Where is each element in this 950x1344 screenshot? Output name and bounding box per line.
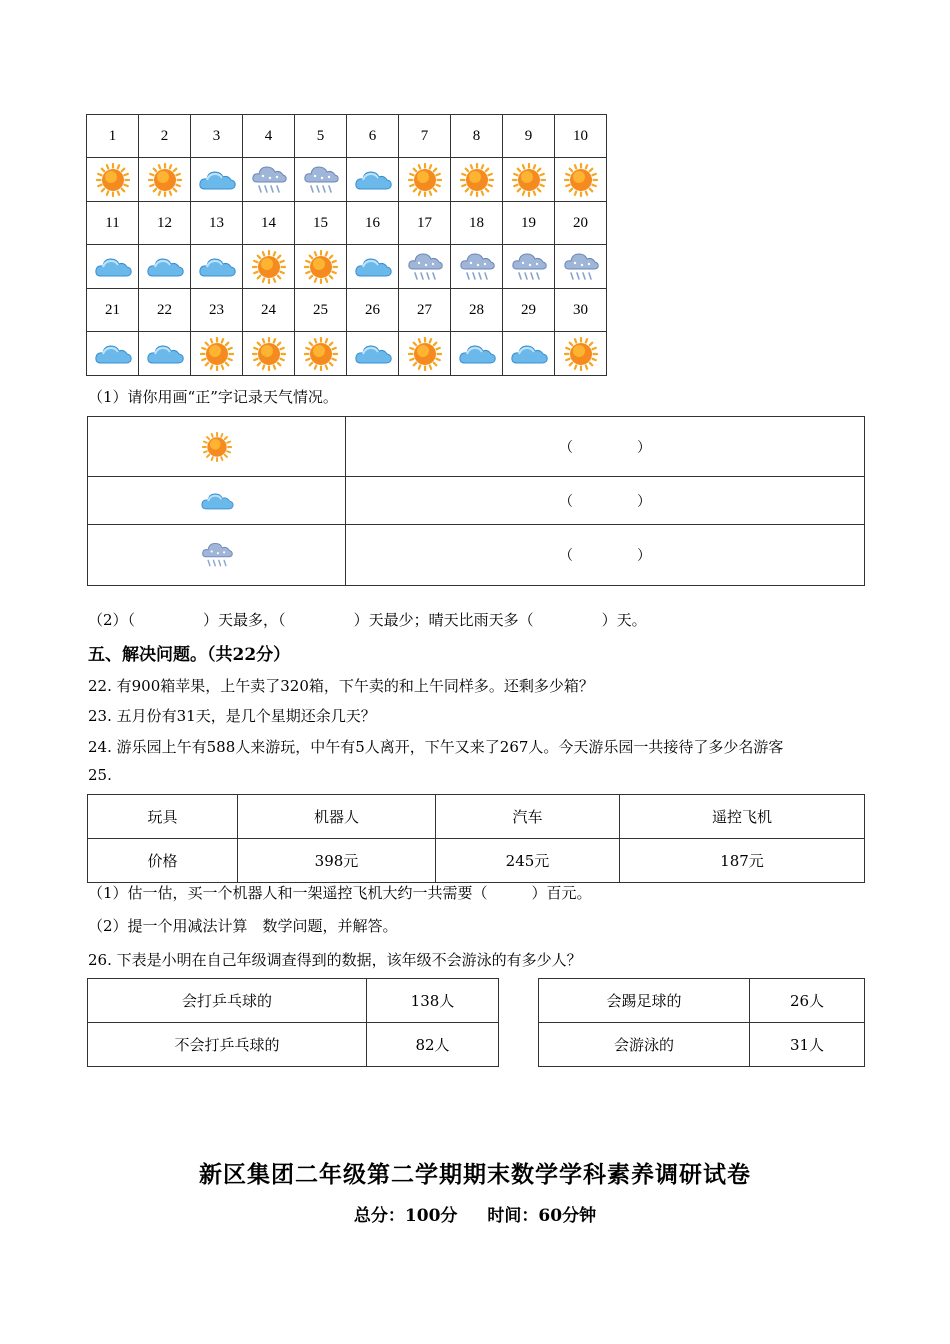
calendar-weather-cell: [399, 245, 451, 289]
calendar-weather-cell: [295, 158, 347, 202]
calendar-day-number: 15: [295, 202, 347, 245]
cloud-icon: [457, 337, 497, 371]
sun-icon: [460, 163, 494, 197]
calendar-weather-row: [87, 245, 607, 289]
toy-price-cell: 245元: [436, 839, 620, 883]
calendar-weather-cell: [87, 245, 139, 289]
calendar-weather-cell: [87, 332, 139, 376]
calendar-day-number: 6: [347, 115, 399, 158]
calendar-weather-cell: [243, 158, 295, 202]
survey-label: 会踢足球的: [539, 979, 750, 1023]
calendar-weather-cell: [451, 332, 503, 376]
calendar-day-number: 1: [87, 115, 139, 158]
problem-26: 26. 下表是小明在自己年级调查得到的数据，该年级不会游泳的有多少人？: [88, 951, 582, 969]
calendar-day-row: [87, 115, 607, 158]
cloud-icon: [197, 163, 237, 197]
calendar-day-number: 14: [243, 202, 295, 245]
q25-part1: （1）估一估，买一个机器人和一架遥控飞机大约一共需要（ ）百元。: [88, 884, 592, 902]
calendar-weather-cell: [243, 245, 295, 289]
tally-weather-cell: [88, 525, 346, 586]
calendar-day-number: 22: [139, 289, 191, 332]
calendar-weather-cell: [451, 245, 503, 289]
sun-icon: [96, 163, 130, 197]
calendar-weather-cell: [347, 245, 399, 289]
q2-text: （2）（ ）天最多，（ ）天最少；晴天比雨天多（ ）天。: [88, 611, 647, 629]
calendar-weather-cell: [139, 245, 191, 289]
calendar-day-number: 2: [139, 115, 191, 158]
table-row: [88, 839, 865, 883]
problem-25: 25.: [88, 766, 112, 784]
calendar-weather-cell: [139, 158, 191, 202]
table-row: [88, 979, 499, 1023]
tally-answer-cell: （ ）: [346, 525, 865, 586]
toy-price-cell: 398元: [238, 839, 436, 883]
exam-time: 时间：60分钟: [487, 1206, 597, 1226]
calendar-weather-cell: [503, 245, 555, 289]
table-row: [539, 1023, 865, 1067]
calendar-day-number: 25: [295, 289, 347, 332]
sun-icon: [564, 163, 598, 197]
calendar-day-number: 27: [399, 289, 451, 332]
calendar-weather-cell: [555, 332, 607, 376]
toy-header-cell: 机器人: [238, 795, 436, 839]
calendar-day-number: 19: [503, 202, 555, 245]
calendar-weather-cell: [243, 332, 295, 376]
survey-value: 82人: [367, 1023, 499, 1067]
q25-part2: （2）提一个用减法计算 数学问题，并解答。: [88, 917, 398, 935]
rain-icon: [458, 249, 496, 285]
calendar-weather-cell: [555, 158, 607, 202]
calendar-day-number: 17: [399, 202, 451, 245]
calendar-day-row: [87, 289, 607, 332]
problem-22: 22. 有900箱苹果，上午卖了320箱，下午卖的和上午同样多。还剩多少箱？: [88, 677, 594, 695]
survey-value: 31人: [750, 1023, 865, 1067]
sun-icon: [512, 163, 546, 197]
rain-icon: [510, 249, 548, 285]
cloud-icon: [353, 337, 393, 371]
cloud-icon: [145, 337, 185, 371]
tally-answer-cell: （ ）: [346, 417, 865, 477]
tally-table: [87, 416, 865, 586]
cloud-icon: [199, 486, 235, 516]
toy-header-cell: 汽车: [436, 795, 620, 839]
cloud-icon: [353, 250, 393, 284]
calendar-weather-cell: [191, 158, 243, 202]
survey-table-right: [538, 978, 865, 1067]
toy-price-cell: 187元: [620, 839, 865, 883]
exam-title: 新区集团二年级第二学期期末数学学科素养调研试卷: [199, 1161, 751, 1188]
calendar-day-number: 16: [347, 202, 399, 245]
cloud-icon: [353, 163, 393, 197]
calendar-weather-cell: [191, 245, 243, 289]
calendar-day-number: 12: [139, 202, 191, 245]
calendar-day-number: 18: [451, 202, 503, 245]
toy-header-cell: 遥控飞机: [620, 795, 865, 839]
toy-header-cell: 玩具: [88, 795, 238, 839]
calendar-day-number: 29: [503, 289, 555, 332]
calendar-weather-row: [87, 158, 607, 202]
cloud-icon: [93, 250, 133, 284]
calendar-day-number: 4: [243, 115, 295, 158]
calendar-weather-cell: [399, 158, 451, 202]
table-row: [88, 1023, 499, 1067]
rain-icon: [200, 539, 234, 571]
survey-value: 26人: [750, 979, 865, 1023]
problem-24: 24. 游乐园上午有588人来游玩，中午有5人离开，下午又来了267人。今天游乐园一共接待了多少名游客: [88, 738, 784, 756]
calendar-day-row: [87, 202, 607, 245]
calendar-day-number: 26: [347, 289, 399, 332]
section-title: 五、解决问题。（共22分）: [88, 645, 291, 665]
calendar-day-number: 10: [555, 115, 607, 158]
calendar-weather-cell: [295, 332, 347, 376]
sun-icon: [564, 337, 598, 371]
total-score: 总分：100分: [353, 1206, 458, 1226]
calendar-day-number: 7: [399, 115, 451, 158]
survey-label: 会打乒乓球的: [88, 979, 367, 1023]
calendar-weather-cell: [87, 158, 139, 202]
calendar-day-number: 21: [87, 289, 139, 332]
toy-price-table: [87, 794, 865, 883]
calendar-weather-cell: [399, 332, 451, 376]
calendar-weather-cell: [503, 158, 555, 202]
tally-weather-cell: [88, 417, 346, 477]
tally-row: [88, 417, 865, 477]
sun-icon: [408, 163, 442, 197]
survey-label: 会游泳的: [539, 1023, 750, 1067]
calendar-day-number: 30: [555, 289, 607, 332]
toy-price-cell: 价格: [88, 839, 238, 883]
sun-icon: [304, 250, 338, 284]
calendar-weather-cell: [191, 332, 243, 376]
survey-value: 138人: [367, 979, 499, 1023]
sun-icon: [252, 337, 286, 371]
sun-icon: [202, 432, 232, 462]
calendar-day-number: 8: [451, 115, 503, 158]
calendar-day-number: 28: [451, 289, 503, 332]
rain-icon: [302, 162, 340, 198]
calendar-weather-cell: [503, 332, 555, 376]
calendar-day-number: 9: [503, 115, 555, 158]
calendar-weather-cell: [347, 332, 399, 376]
calendar-weather-cell: [347, 158, 399, 202]
calendar-day-number: 20: [555, 202, 607, 245]
cloud-icon: [145, 250, 185, 284]
q1-instruction: （1）请你用画“正”字记录天气情况。: [88, 388, 338, 406]
calendar-day-number: 23: [191, 289, 243, 332]
cloud-icon: [197, 250, 237, 284]
sun-icon: [252, 250, 286, 284]
tally-row: [88, 525, 865, 586]
table-row: [539, 979, 865, 1023]
calendar-weather-cell: [139, 332, 191, 376]
sun-icon: [408, 337, 442, 371]
survey-label: 不会打乒乓球的: [88, 1023, 367, 1067]
rain-icon: [562, 249, 600, 285]
rain-icon: [250, 162, 288, 198]
calendar-day-number: 3: [191, 115, 243, 158]
calendar-weather-row: [87, 332, 607, 376]
problem-23: 23. 五月份有31天，是几个星期还余几天？: [88, 707, 376, 725]
cloud-icon: [509, 337, 549, 371]
sun-icon: [148, 163, 182, 197]
weather-calendar: [86, 114, 607, 376]
calendar-weather-cell: [451, 158, 503, 202]
sun-icon: [304, 337, 338, 371]
tally-weather-cell: [88, 477, 346, 525]
exam-info: [0, 1201, 950, 1226]
calendar-day-number: 11: [87, 202, 139, 245]
calendar-day-number: 13: [191, 202, 243, 245]
calendar-day-number: 24: [243, 289, 295, 332]
sun-icon: [200, 337, 234, 371]
calendar-day-number: 5: [295, 115, 347, 158]
tally-row: [88, 477, 865, 525]
calendar-weather-cell: [295, 245, 347, 289]
cloud-icon: [93, 337, 133, 371]
rain-icon: [406, 249, 444, 285]
calendar-weather-cell: [555, 245, 607, 289]
tally-answer-cell: （ ）: [346, 477, 865, 525]
table-row: [88, 795, 865, 839]
survey-table-left: [87, 978, 499, 1067]
